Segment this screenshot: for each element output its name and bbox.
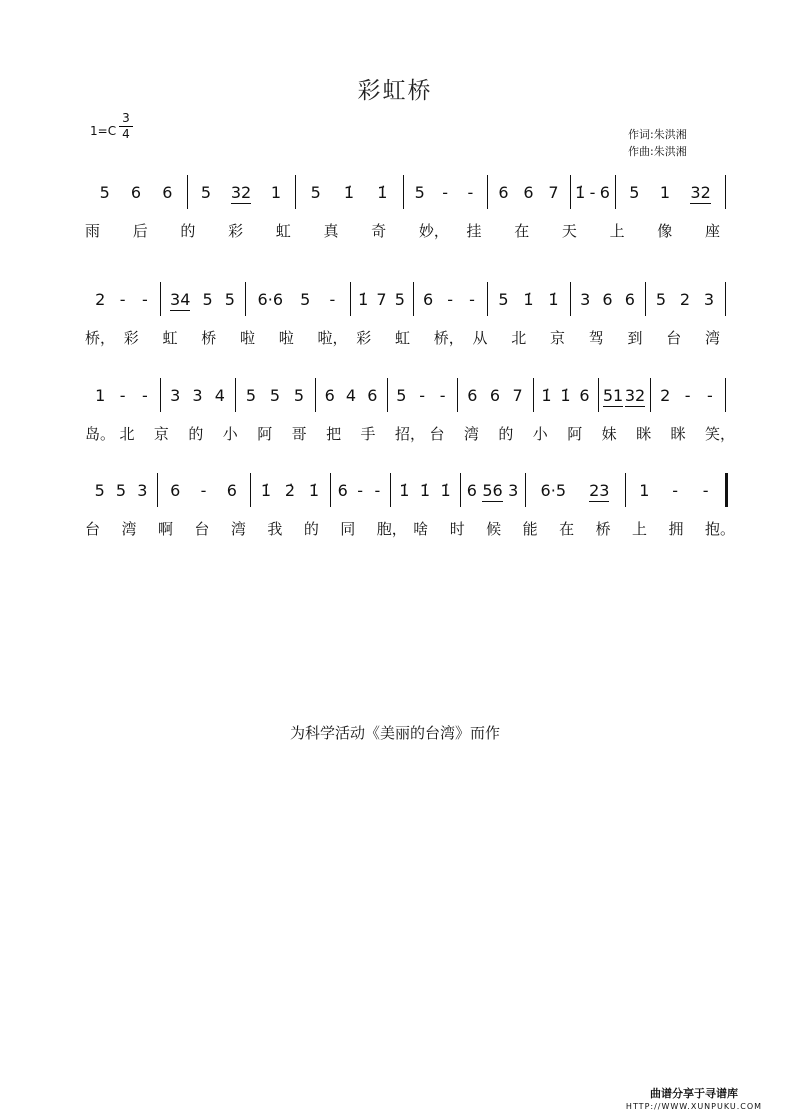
note: 1̇ <box>541 386 552 405</box>
barline <box>645 282 646 316</box>
lyric-syllable: 妹 <box>601 425 617 443</box>
note: 5 <box>414 183 425 202</box>
barline <box>235 378 236 412</box>
note: - <box>329 290 336 309</box>
note: 3 <box>170 386 181 405</box>
note: 2 <box>660 386 671 405</box>
note: 5 <box>300 290 311 309</box>
score-row-4 <box>85 471 740 561</box>
note: 3 <box>137 481 148 500</box>
measure <box>89 376 156 416</box>
note: - <box>442 183 448 202</box>
measure <box>574 173 611 213</box>
note: 5 <box>498 290 509 309</box>
lyric-syllable: 像 <box>657 222 673 240</box>
measure <box>334 471 386 511</box>
lyric-syllable: 后 <box>132 222 148 240</box>
measure <box>299 173 399 213</box>
lyric-syllable: 我 <box>267 520 283 538</box>
note: 6 <box>324 386 335 405</box>
barline <box>533 378 534 412</box>
note: 6 <box>367 386 378 405</box>
note: - <box>200 481 207 500</box>
barline <box>160 378 161 412</box>
measure <box>164 376 231 416</box>
barline <box>390 473 391 507</box>
measure <box>491 173 566 213</box>
lyric-syllable: 抱。 <box>705 520 736 538</box>
note: 6 <box>599 183 610 202</box>
barline <box>387 378 388 412</box>
note: 1̇ <box>575 183 586 202</box>
lyric-syllable: 阿 <box>567 425 583 443</box>
measure <box>407 173 483 213</box>
lyric-syllable: 时 <box>449 520 465 538</box>
final-barline <box>725 378 726 412</box>
lyric-syllable: 到 <box>627 329 643 347</box>
lyric-syllable: 的 <box>498 425 514 443</box>
barline <box>625 473 626 507</box>
note: 3 <box>703 290 715 309</box>
lyric-syllable: 奇 <box>371 222 387 240</box>
note: 5 <box>629 183 640 202</box>
note: 5 <box>394 290 405 309</box>
note: 5 <box>202 290 213 309</box>
notes-line <box>85 173 740 213</box>
note: - <box>672 481 678 500</box>
note: - <box>447 290 453 309</box>
lyric-syllable: 彩 <box>356 329 372 347</box>
note: 6 <box>498 183 509 202</box>
lyric-syllable: 候 <box>486 520 502 538</box>
song-title: 彩虹桥 <box>357 78 433 104</box>
lyric-syllable: 的 <box>303 520 319 538</box>
notes-line <box>85 376 740 416</box>
key-signature: 1=C <box>90 124 117 138</box>
lyric-syllable: 胞， <box>376 520 407 538</box>
lyric-syllable: 北 <box>119 425 135 443</box>
measure <box>354 280 409 320</box>
lyric-syllable: 京 <box>153 425 169 443</box>
note: 3 <box>508 481 519 500</box>
lyric-syllable: 招， <box>395 425 426 443</box>
lyric-syllable: 上 <box>632 520 648 538</box>
measure <box>574 280 641 320</box>
measure <box>249 280 346 320</box>
measure <box>164 280 241 320</box>
lyric-syllable: 桥 <box>595 520 611 538</box>
lyric-syllable: 北 <box>511 329 527 347</box>
measure <box>537 376 594 416</box>
note: 5 <box>310 183 321 202</box>
lyric-syllable: 天 <box>561 222 577 240</box>
lyric-syllable: 台 <box>429 425 445 443</box>
note: - <box>702 481 709 500</box>
note: - <box>141 290 148 309</box>
lyric-syllable: 同 <box>340 520 356 538</box>
barline <box>460 473 461 507</box>
note: 5 <box>94 481 105 500</box>
note: 1̇ <box>560 386 571 405</box>
measure <box>649 280 721 320</box>
dedication-note: 为科学活动《美丽的台湾》而作 <box>289 724 500 742</box>
measure <box>394 471 456 511</box>
note: - <box>467 183 474 202</box>
note: 3 <box>192 386 203 405</box>
note: 6 <box>523 183 534 202</box>
note: 1̇ <box>523 290 534 309</box>
measure <box>319 376 383 416</box>
barline <box>570 175 571 209</box>
barline <box>650 378 651 412</box>
lyric-syllable: 京 <box>550 329 566 347</box>
lyric-syllable: 虹 <box>395 329 411 347</box>
note: 1̇ <box>343 183 355 202</box>
note: 6 <box>162 183 173 202</box>
note: 1̇ <box>419 481 431 500</box>
notes-line <box>85 280 740 320</box>
lyric-syllable: 啦 <box>240 329 256 347</box>
note: 6 <box>170 481 181 500</box>
note: - <box>589 183 596 202</box>
lyric-syllable: 挂 <box>466 222 482 240</box>
lyricist-credit: 作词:朱洪湘 <box>628 128 687 141</box>
credits <box>628 126 687 160</box>
note: 7 <box>512 386 523 405</box>
final-barline <box>725 282 726 316</box>
lyric-syllable: 的 <box>180 222 196 240</box>
note: - <box>469 290 475 309</box>
lyric-syllable: 湾 <box>463 425 479 443</box>
lyric-syllable: 在 <box>559 520 575 538</box>
barline <box>157 473 158 507</box>
lyric-syllable: 湾 <box>230 520 246 538</box>
time-signature-denominator: 4 <box>122 127 130 141</box>
score-row-1 <box>85 173 740 263</box>
lyric-syllable: 台 <box>194 520 210 538</box>
note: 1̇ <box>399 481 410 500</box>
note: 5 <box>224 290 235 309</box>
measure <box>529 471 621 511</box>
measure <box>491 280 566 320</box>
note: 5 <box>115 481 127 500</box>
lyric-syllable: 把 <box>326 425 342 443</box>
score-row-3 <box>85 376 740 466</box>
note: 6 <box>467 386 478 405</box>
note: - <box>141 386 148 405</box>
note: 4 <box>214 386 225 405</box>
note: 1̇ <box>377 183 388 202</box>
score-row-2 <box>85 280 740 370</box>
note: 6 <box>602 290 613 309</box>
note: 5 <box>655 290 667 309</box>
lyric-syllable: 雨 <box>85 222 101 240</box>
note: 5 <box>269 386 281 405</box>
note: 6 <box>130 183 142 202</box>
note: 1 <box>659 183 670 202</box>
measure <box>602 376 646 416</box>
measure <box>89 280 156 320</box>
lyric-syllable: 彩 <box>123 329 139 347</box>
note: 2 <box>95 290 106 309</box>
lyric-syllable: 小 <box>222 425 238 443</box>
lyric-syllable: 上 <box>609 222 625 240</box>
note: 5 <box>245 386 257 405</box>
measure <box>619 173 721 213</box>
lyric-syllable: 彩 <box>228 222 244 240</box>
measure <box>391 376 453 416</box>
note: 5 <box>200 183 212 202</box>
lyric-syllable: 啦， <box>317 329 348 347</box>
barline <box>403 175 404 209</box>
lyric-syllable: 拥 <box>668 520 684 538</box>
measure <box>464 471 521 511</box>
note: - <box>419 386 425 405</box>
lyric-syllable: 岛。 <box>85 425 116 443</box>
lyric-syllable: 湾 <box>705 329 721 347</box>
lyric-syllable: 哥 <box>291 425 307 443</box>
note: 5 <box>396 386 407 405</box>
note: 1̇ <box>358 290 369 309</box>
time-signature <box>119 111 133 142</box>
note: 6·6 <box>257 290 283 309</box>
final-barline <box>725 473 728 507</box>
note: 7 <box>548 183 559 202</box>
note: - <box>374 481 381 500</box>
note: 1̇ <box>308 481 320 500</box>
measure <box>461 376 529 416</box>
lyric-syllable: 虹 <box>275 222 291 240</box>
lyric-syllable: 桥， <box>85 329 116 347</box>
note: 1̇ <box>548 290 559 309</box>
note: 23 <box>589 480 610 500</box>
barline <box>245 282 246 316</box>
measure <box>161 471 246 511</box>
note: 1 <box>270 183 282 202</box>
barline <box>187 175 188 209</box>
note: 1̇ <box>440 481 451 500</box>
note: 32 <box>230 182 252 202</box>
barline <box>295 175 296 209</box>
measure <box>417 280 483 320</box>
lyric-syllable: 真 <box>323 222 339 240</box>
lyric-syllable: 眯 <box>670 425 686 443</box>
measure <box>254 471 326 511</box>
watermark-text: 曲谱分享于寻谱库 <box>650 1087 738 1100</box>
note: 6 <box>466 481 477 500</box>
note: 56 <box>482 480 503 500</box>
lyric-syllable: 妙， <box>418 222 449 240</box>
note: 6·5 <box>540 481 566 500</box>
lyric-syllable: 啊 <box>157 520 173 538</box>
note: - <box>119 290 126 309</box>
lyric-syllable: 笑， <box>705 425 736 443</box>
note: - <box>706 386 713 405</box>
note: - <box>357 481 363 500</box>
lyric-syllable: 桥 <box>201 329 217 347</box>
lyric-syllable: 手 <box>360 425 376 443</box>
lyric-syllable: 湾 <box>121 520 137 538</box>
note: 32 <box>624 385 646 405</box>
watermark-footer <box>624 1087 764 1113</box>
note: 7 <box>376 290 387 309</box>
lyric-syllable: 眯 <box>636 425 652 443</box>
lyric-syllable: 从 <box>472 329 488 347</box>
measure <box>89 471 153 511</box>
note: 5 <box>293 386 305 405</box>
lyric-syllable: 啥 <box>413 520 429 538</box>
lyric-syllable: 啦 <box>278 329 294 347</box>
lyric-syllable: 小 <box>532 425 548 443</box>
lyric-syllable: 虹 <box>162 329 178 347</box>
measure <box>654 376 721 416</box>
note: - <box>439 386 446 405</box>
note: 51 <box>602 385 624 405</box>
note: 6 <box>489 386 501 405</box>
lyric-syllable: 台 <box>666 329 682 347</box>
lyric-syllable: 驾 <box>588 329 604 347</box>
note: 1 <box>639 481 650 500</box>
note: 1̇ <box>260 481 272 500</box>
barline <box>487 282 488 316</box>
composer-credit: 作曲:朱洪湘 <box>628 145 687 158</box>
lyric-syllable: 桥， <box>433 329 464 347</box>
measure <box>629 471 721 511</box>
note: 34 <box>170 289 191 309</box>
barline <box>250 473 251 507</box>
lyric-syllable: 在 <box>514 222 530 240</box>
note: - <box>684 386 691 405</box>
barline <box>315 378 316 412</box>
barline <box>330 473 331 507</box>
barline <box>413 282 414 316</box>
note: 32 <box>690 182 711 202</box>
lyric-syllable: 的 <box>188 425 204 443</box>
note: 6 <box>624 290 635 309</box>
time-signature-numerator: 3 <box>119 111 133 127</box>
measure <box>191 173 291 213</box>
note: - <box>119 386 126 405</box>
barline <box>350 282 351 316</box>
measure <box>239 376 311 416</box>
barline <box>457 378 458 412</box>
note: 6 <box>579 386 590 405</box>
note: 4 <box>345 386 357 405</box>
barline <box>615 175 616 209</box>
barline <box>525 473 526 507</box>
barline <box>570 282 571 316</box>
note: 2̇ <box>284 481 296 500</box>
barline <box>487 175 488 209</box>
note: 6 <box>337 481 348 500</box>
lyric-syllable: 阿 <box>257 425 273 443</box>
final-barline <box>725 175 726 209</box>
lyric-syllable: 台 <box>85 520 101 538</box>
measure <box>89 173 183 213</box>
notes-line <box>85 471 740 511</box>
note: 1 <box>95 386 106 405</box>
note: 5 <box>99 183 110 202</box>
lyric-syllable: 能 <box>522 520 538 538</box>
note: 6 <box>226 481 237 500</box>
note: 3 <box>580 290 591 309</box>
lyric-syllable: 座 <box>705 222 721 240</box>
note: 2 <box>679 290 691 309</box>
watermark-url: HTTP://WWW.XUNPUKU.COM <box>625 1102 763 1111</box>
note: 6 <box>422 290 434 309</box>
barline <box>160 282 161 316</box>
barline <box>598 378 599 412</box>
